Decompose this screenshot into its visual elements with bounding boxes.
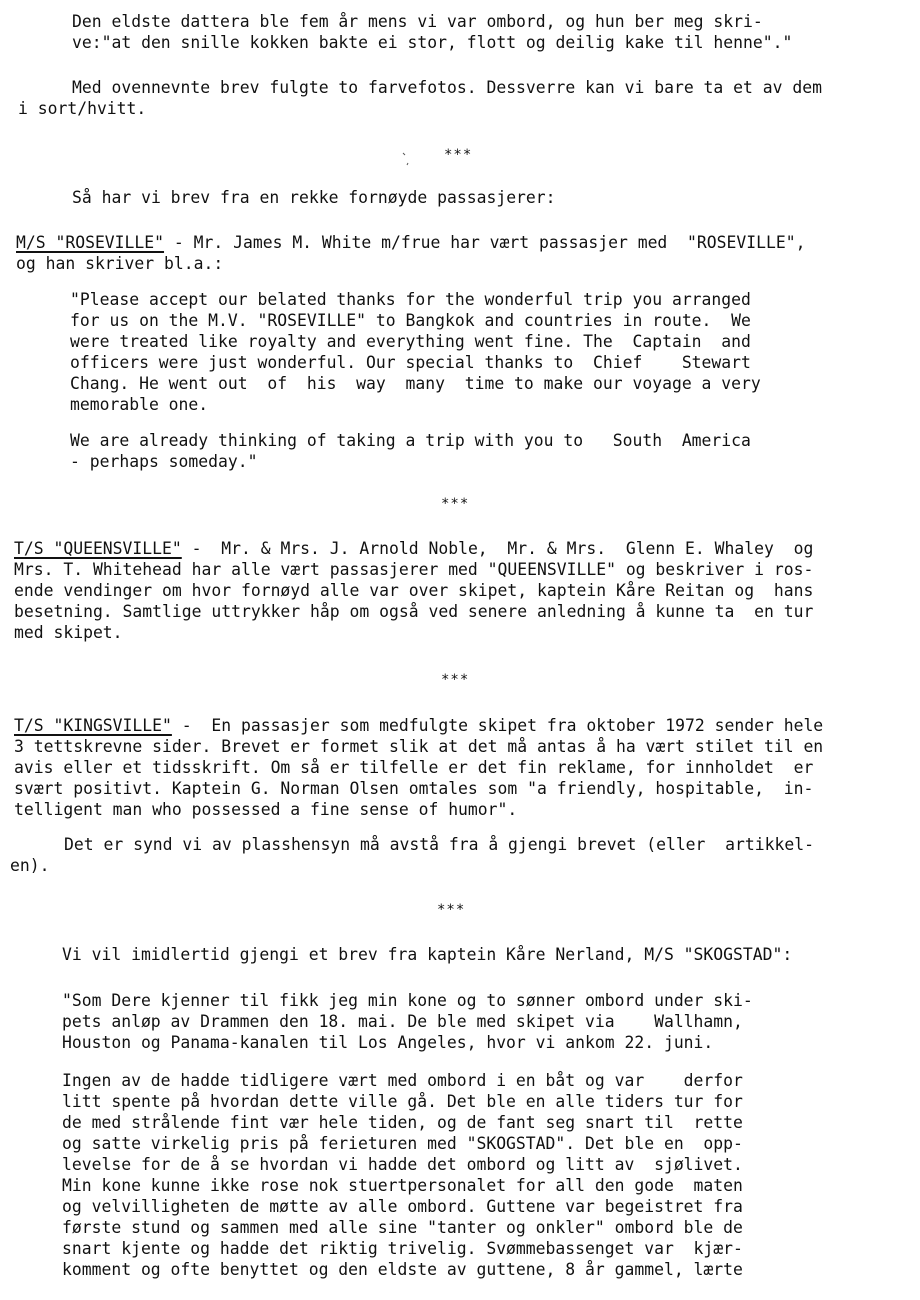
- text-fragment: - Mr. James M. White m/frue har vært passasjer med "ROSEVILLE",: [164, 233, 806, 252]
- queensville-paragraph: [14, 538, 813, 643]
- text-line: Det er synd vi av plasshensyn må avstå fra å gjengi brevet (eller artikkel-: [64, 835, 814, 854]
- roseville-line: [16, 232, 805, 253]
- text-line: og han skriver bl.a.:: [16, 254, 224, 273]
- quote-line: We are already thinking of taking a trip with you to South America: [70, 431, 751, 450]
- quote-line: - perhaps someday.": [70, 452, 258, 471]
- separator: ***: [444, 147, 473, 163]
- intro-line: [72, 187, 556, 208]
- letter-line: litt spente på hvordan dette ville gå. Det ble en alle tiders tur for: [62, 1092, 743, 1111]
- queensville-line: [14, 538, 813, 559]
- quote-line: memorable one.: [70, 395, 209, 414]
- quote-line: for us on the M.V. "ROSEVILLE" to Bangkok and countries in route. We: [70, 311, 751, 330]
- letter-line: første stund og sammen med alle sine "tanter og onkler" ombord ble de: [62, 1218, 743, 1237]
- ship-name-kingsville: T/S "KINGSVILLE": [14, 716, 172, 735]
- separator: ***: [441, 496, 470, 512]
- separator: ***: [437, 902, 466, 918]
- letter-line: og velvilligheten de møtte av alle ombord. Guttene var begeistret fra: [62, 1197, 743, 1216]
- text-line: ende vendinger om hvor fornøyd alle var over skipet, kaptein Kåre Reitan og hans: [14, 581, 814, 600]
- photos-paragraph: [18, 77, 822, 119]
- text-line: i sort/hvitt.: [18, 99, 147, 118]
- text-fragment: - Mr. & Mrs. J. Arnold Noble, Mr. & Mrs. Glenn E. Whaley og: [181, 539, 814, 558]
- ship-name-queensville: T/S "QUEENSVILLE": [14, 539, 182, 558]
- text-line: svært positivt. Kaptein G. Norman Olsen omtales som "a friendly, hospitable, in-: [14, 779, 814, 798]
- roseville-quote: [70, 289, 761, 415]
- kingsville-line: [14, 715, 823, 736]
- letter-line: snart kjente og hadde det riktig trivelig. Svømmebassenget var kjær-: [62, 1239, 743, 1258]
- text-line: Så har vi brev fra en rekke fornøyde passasjerer:: [72, 188, 556, 207]
- stray-mark: [402, 152, 410, 166]
- text-line: en).: [10, 856, 50, 875]
- roseville-heading: [16, 232, 805, 274]
- text-line: 3 tettskrevne sider. Brevet er formet slik at det må antas å ha vært stilet til en: [14, 737, 824, 756]
- text-line: med skipet.: [14, 623, 123, 642]
- text-line: avis eller et tidsskrift. Om så er tilfelle er det fin reklame, for innholdet er: [14, 758, 814, 777]
- kingsville-paragraph: [14, 715, 823, 820]
- skogstad-letter-para2: [62, 1070, 743, 1280]
- letter-line: Min kone kunne ikke rose nok stuertpersonalet for all den gode maten: [62, 1176, 743, 1195]
- roseville-quote-end: [70, 430, 751, 472]
- skogstad-intro: [62, 944, 792, 965]
- quote-line: officers were just wonderful. Our special thanks to Chief Stewart: [70, 353, 751, 372]
- kingsville-pity: [10, 834, 814, 876]
- text-line: ve:"at den snille kokken bakte ei stor, flott og deilig kake til henne".": [72, 33, 793, 52]
- separator: ***: [441, 672, 470, 688]
- quote-line: were treated like royalty and everything went fine. The Captain and: [70, 332, 751, 351]
- ship-name-roseville: M/S "ROSEVILLE": [16, 233, 165, 252]
- text-line: Den eldste dattera ble fem år mens vi var ombord, og hun ber meg skri-: [72, 12, 763, 31]
- letter-line: "Som Dere kjenner til fikk jeg min kone og to sønner ombord under ski-: [62, 991, 753, 1010]
- text-line: telligent man who possessed a fine sense of humor".: [14, 800, 518, 819]
- letter-line: Houston og Panama-kanalen til Los Angeles, hvor vi ankom 22. juni.: [62, 1033, 714, 1052]
- text-line: besetning. Samtlige uttrykker håp om også ved senere anledning å kunne ta en tur: [14, 602, 814, 621]
- letter-line: levelse for de å se hvordan vi hadde det ombord og litt av sjølivet.: [62, 1155, 743, 1174]
- letter-line: Ingen av de hadde tidligere vært med ombord i en båt og var derfor: [62, 1071, 743, 1090]
- letter-line: og satte virkelig pris på ferieturen med "SKOGSTAD". Det ble en opp-: [62, 1134, 743, 1153]
- text-line: Med ovennevnte brev fulgte to farvefotos. Dessverre kan vi bare ta et av dem: [72, 78, 822, 97]
- skogstad-letter-para1: [62, 990, 753, 1053]
- text-fragment: - En passasjer som medfulgte skipet fra oktober 1972 sender hele: [171, 716, 824, 735]
- quote-line: Chang. He went out of his way many time to make our voyage a very: [70, 374, 761, 393]
- quote-line: "Please accept our belated thanks for the wonderful trip you arranged: [70, 290, 751, 309]
- text-line: Mrs. T. Whitehead har alle vært passasjerer med "QUEENSVILLE" og beskriver i ros-: [14, 560, 814, 579]
- daughter-paragraph: [72, 11, 792, 53]
- letter-line: komment og ofte benyttet og den eldste av guttene, 8 år gammel, lærte: [62, 1260, 743, 1279]
- text-line: Vi vil imidlertid gjengi et brev fra kaptein Kåre Nerland, M/S "SKOGSTAD":: [62, 945, 793, 964]
- letter-line: pets anløp av Drammen den 18. mai. De ble med skipet via Wallhamn,: [62, 1012, 743, 1031]
- letter-line: de med strålende fint vær hele tiden, og de fant seg snart til rette: [62, 1113, 743, 1132]
